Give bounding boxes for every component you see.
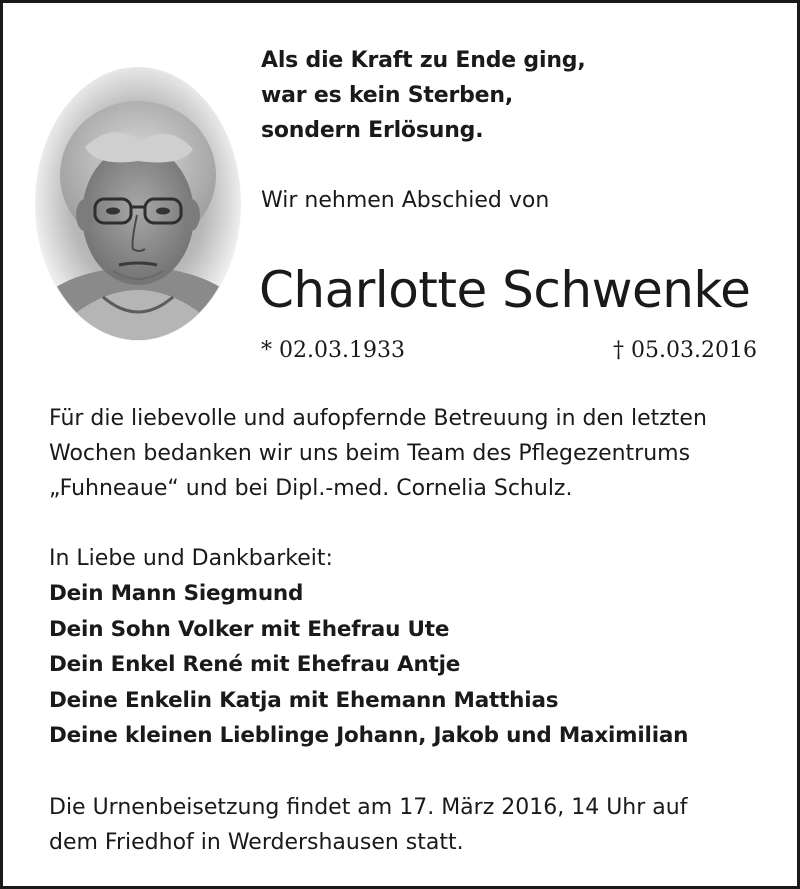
farewell-intro: Wir nehmen Abschied von	[261, 188, 550, 213]
verse-line: war es kein Sterben,	[261, 83, 513, 108]
deceased-name: Charlotte Schwenke	[259, 261, 751, 319]
family-member: Dein Sohn Volker mit Ehefrau Ute	[49, 616, 450, 642]
thanks-line: Wochen bedanken wir uns beim Team des Pflegezentrums	[49, 441, 691, 466]
family-member: Deine kleinen Lieblinge Johann, Jakob und Maximilian	[49, 723, 689, 748]
family-member: Dein Mann Siegmund	[49, 581, 304, 606]
verse	[261, 43, 585, 148]
burial-line: Die Urnenbeisetzung findet am 17. März 2016, 14 Uhr auf	[49, 795, 688, 820]
thanks-line: „Fuhneaue“ und bei Dipl.-med. Cornelia Schulz.	[49, 476, 573, 501]
verse-line: Als die Kraft zu Ende ging,	[261, 48, 586, 73]
family-member: Deine Enkelin Katja mit Ehemann Matthias	[49, 687, 559, 713]
birth-date: * 02.03.1933	[261, 338, 405, 363]
thanks-line: Für die liebevolle und aufopfernde Betreuung in den letzten	[49, 406, 707, 431]
verse-line: sondern Erlösung.	[261, 118, 484, 143]
death-date: † 05.03.2016	[613, 338, 757, 363]
family-member: Dein Enkel René mit Ehefrau Antje	[49, 652, 461, 677]
portrait-photo	[33, 65, 243, 343]
burial-notice	[49, 790, 687, 860]
family-list	[49, 576, 688, 754]
closing-line: In Liebe und Dankbarkeit:	[49, 546, 333, 571]
thanks-paragraph	[49, 401, 779, 506]
burial-line: dem Friedhof in Werdershausen statt.	[49, 830, 464, 855]
